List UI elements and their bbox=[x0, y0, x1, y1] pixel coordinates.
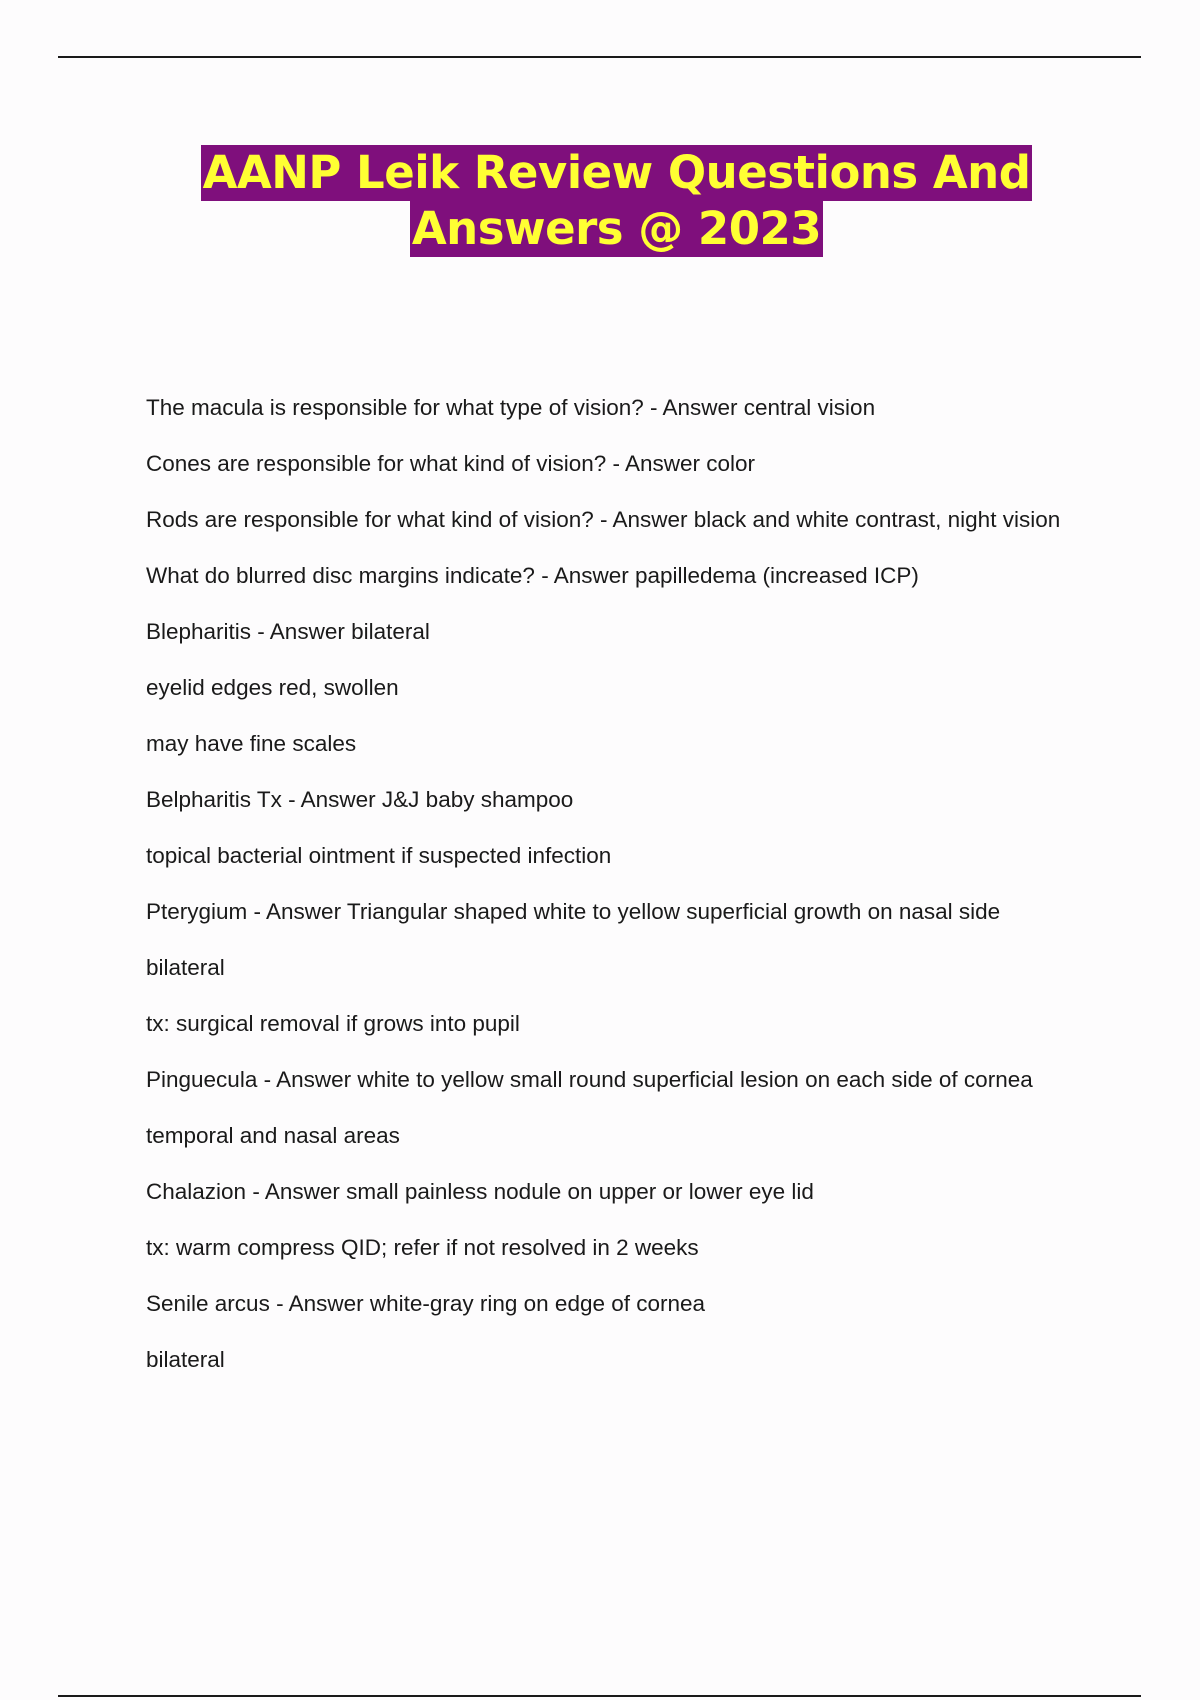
qa-item: Chalazion - Answer small painless nodule on upper or lower eye lid bbox=[146, 1179, 814, 1204]
qa-item: Senile arcus - Answer white-gray ring on edge of cornea bbox=[146, 1291, 706, 1316]
qa-item: The macula is responsible for what type of vision? - Answer central vision bbox=[146, 395, 876, 420]
header-rule bbox=[58, 56, 1141, 58]
qa-item: tx: warm compress QID; refer if not resolved in 2 weeks bbox=[146, 1235, 699, 1260]
qa-item: may have fine scales bbox=[146, 731, 357, 756]
qa-item: Pterygium - Answer Triangular shaped white to yellow superficial growth on nasal side bbox=[146, 899, 1001, 924]
qa-item: What do blurred disc margins indicate? - Answer papilledema (increased ICP) bbox=[146, 563, 919, 588]
qa-item: Pinguecula - Answer white to yellow small round superficial lesion on each side of cornea bbox=[146, 1067, 1033, 1092]
qa-item: Blepharitis - Answer bilateral bbox=[146, 619, 430, 644]
qa-item: temporal and nasal areas bbox=[146, 1123, 400, 1148]
qa-item: bilateral bbox=[146, 955, 225, 980]
qa-item: Belpharitis Tx - Answer J&J baby shampoo bbox=[146, 787, 574, 812]
title-line-2: Answers @ 2023 bbox=[411, 202, 822, 255]
qa-item: topical bacterial ointment if suspected infection bbox=[146, 843, 612, 868]
title-line-1: AANP Leik Review Questions And bbox=[202, 146, 1031, 199]
qa-item: tx: surgical removal if grows into pupil bbox=[146, 1011, 520, 1036]
page-title bbox=[0, 145, 1200, 257]
qa-item: bilateral bbox=[146, 1347, 225, 1372]
footer-rule bbox=[58, 1695, 1141, 1697]
qa-item: eyelid edges red, swollen bbox=[146, 675, 399, 700]
qa-item: Cones are responsible for what kind of vision? - Answer color bbox=[146, 451, 756, 476]
qa-item: Rods are responsible for what kind of vision? - Answer black and white contrast, night vision bbox=[146, 507, 1061, 532]
qa-list bbox=[146, 394, 1086, 1402]
